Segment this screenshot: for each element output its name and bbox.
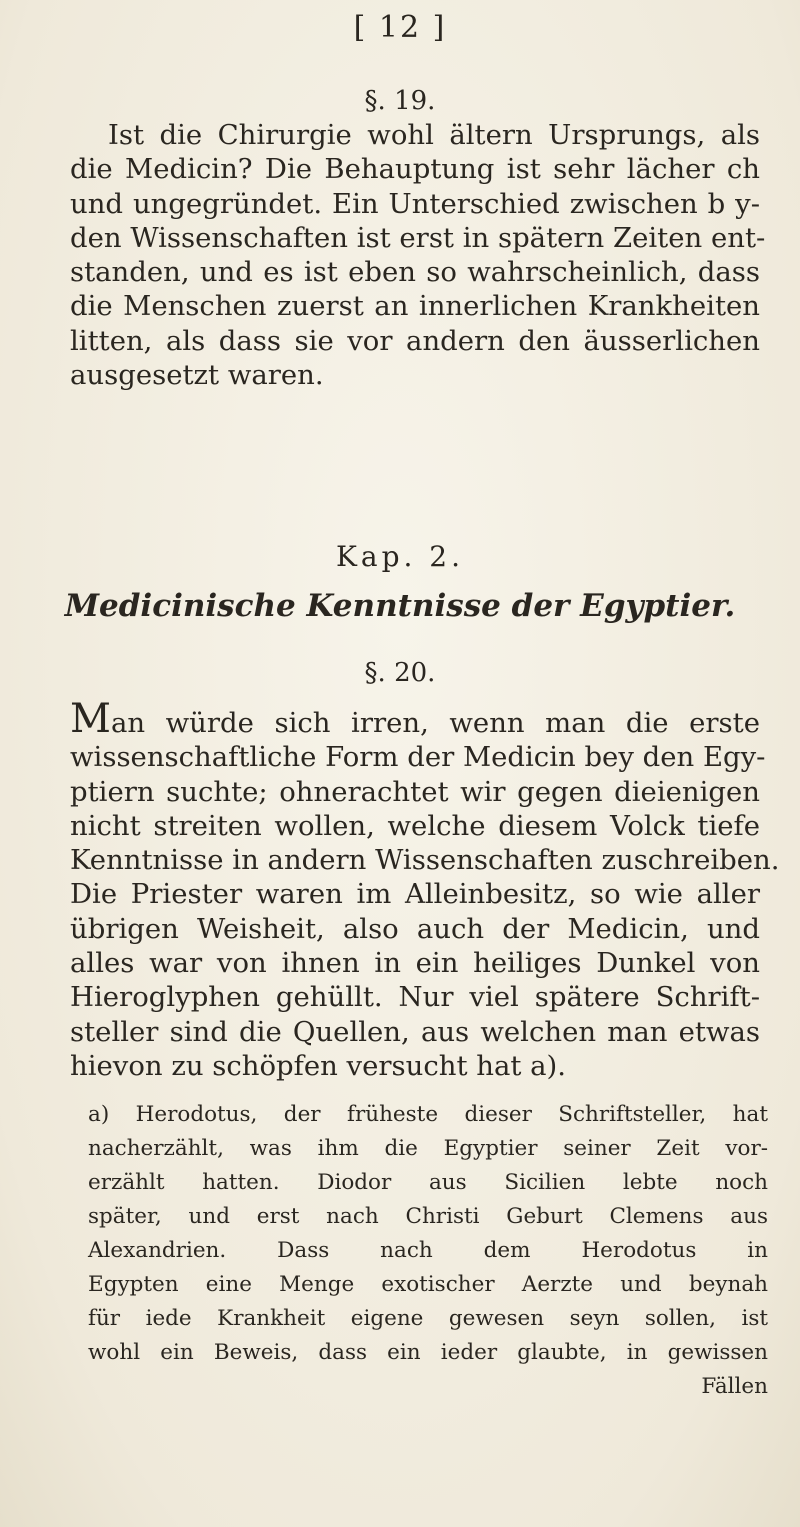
footnote-line: Alexandrien. Dass nach dem Herodotus in	[88, 1238, 768, 1263]
paragraph-20	[70, 696, 780, 1083]
text-line	[70, 696, 760, 742]
page-number: [ 12 ]	[353, 10, 447, 45]
text-line: nicht streiten wollen, welche diesem Volck tiefe	[70, 809, 760, 842]
text-line: und ungegründet. Ein Unterschied zwischen b y-	[70, 187, 760, 220]
chapter-label: Kap. 2.	[335, 540, 465, 573]
text-line: hievon zu schöpfen versucht hat a).	[70, 1049, 567, 1082]
footnote-line: für iede Krankheit eigene gewesen seyn sollen, ist	[88, 1306, 768, 1331]
section-heading-20: §. 20.	[364, 658, 436, 688]
footnote-line: erzählt hatten. Diodor aus Sicilien lebte noch	[88, 1170, 768, 1195]
text-line: steller sind die Quellen, aus welchen man etwas	[70, 1015, 760, 1048]
footnote	[88, 1098, 768, 1404]
text-line-rest: an würde sich irren, wenn man die erste	[110, 707, 760, 739]
text-line: Hieroglyphen gehüllt. Nur viel spätere Schrift-	[70, 981, 760, 1014]
text-line: die Menschen zuerst an innerlichen Krankheiten	[70, 290, 760, 323]
drop-cap: M	[70, 696, 111, 742]
text-line: litten, als dass sie vor andern den äusserlichen	[70, 324, 760, 357]
footnote-line: a) Herodotus, der früheste dieser Schriftsteller, hat	[88, 1102, 768, 1127]
text-line: den Wissenschaften ist erst in spätern Zeiten ent-	[70, 221, 766, 254]
paragraph-19	[70, 118, 766, 392]
text-line: alles war von ihnen in ein heiliges Dunkel von	[70, 947, 760, 980]
section-heading-19: §. 19.	[364, 86, 436, 116]
text-line: Ist die Chirurgie wohl ältern Ursprungs, als	[108, 119, 760, 151]
footnote-line: nacherzählt, was ihm die Egyptier seiner Zeit vor-	[88, 1136, 768, 1161]
text-line: ptiern suchte; ohnerachtet wir gegen dieienigen	[70, 775, 760, 808]
footnote-line: später, und erst nach Christi Geburt Clemens aus	[88, 1204, 768, 1229]
text-line: standen, und es ist eben so wahrscheinlich, dass	[70, 256, 760, 289]
chapter-title: Medicinische Kenntnisse der Egyptier.	[64, 588, 736, 624]
catchword: Fällen	[701, 1374, 768, 1399]
text-line: Kenntnisse in andern Wissenschaften zuschreiben.	[70, 844, 780, 877]
text-line: wissenschaftliche Form der Medicin bey den Egy-	[70, 741, 766, 774]
footnote-line: Egypten eine Menge exotischer Aerzte und beynah	[88, 1272, 768, 1297]
text-line: die Medicin? Die Behauptung ist sehr lächer ch	[70, 153, 760, 186]
text-line: ausgesetzt waren.	[70, 359, 324, 392]
text-line: Die Priester waren im Alleinbesitz, so wie aller	[70, 878, 760, 911]
text-line: übrigen Weisheit, also auch der Medicin, und	[70, 912, 760, 945]
footnote-line: wohl ein Beweis, dass ein ieder glaubte, in gewissen	[88, 1340, 768, 1365]
